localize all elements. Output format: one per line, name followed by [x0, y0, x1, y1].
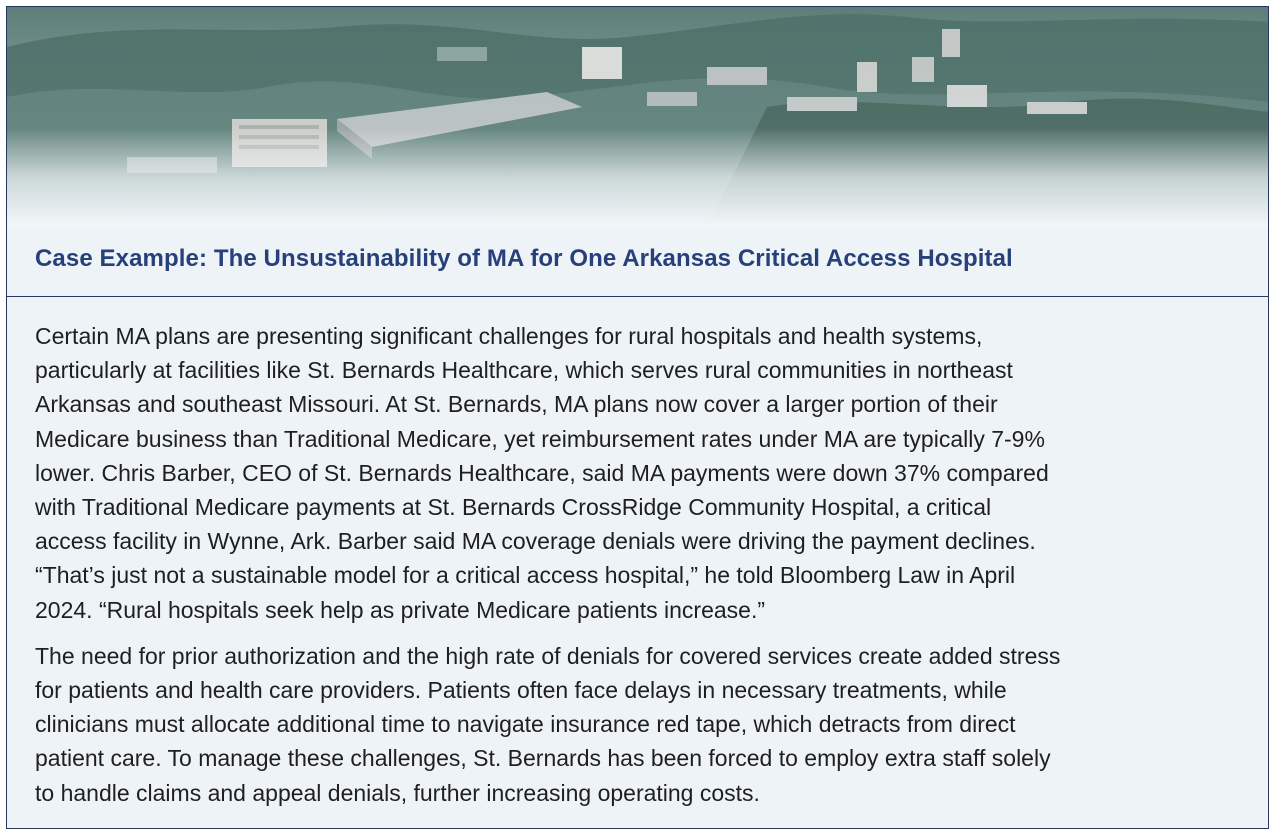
town-aerial-photo [7, 7, 1268, 227]
body-paragraph: The need for prior authorization and the high rate of denials for covered services create added stress for patients and health care providers. Patients often face delays in necessary treatments, while clinicians must allocate additional time to navigate insurance red tape, which detracts from direct patient care. To manage these challenges, St. Bernards has been forced to employ extra staff solely to handle claims and appeal denials, further increasing operating costs. [35, 642, 1061, 806]
case-example-card [6, 6, 1269, 829]
body-paragraph: Certain MA plans are presenting significant challenges for rural hospitals and health systems, particularly at facilities like St. Bernards Healthcare, which serves rural communities in northeast Arkansas and southeast Missouri. At St. Bernards, MA plans now cover a larger portion of their Medicare business than Traditional Medicare, yet reimbursement rates under MA are typically 7-9% lower. Chris Barber, CEO of St. Bernards Healthcare, said MA payments were down 37% compared with Traditional Medicare payments at St. Bernards CrossRidge Community Hospital, a critical access facility in Wynne, Ark. Barber said MA coverage denials were driving the payment declines. “That’s just not a sustainable model for a critical access hospital,” he told Bloomberg Law in April 2024. “Rural hospitals seek help as private Medicare patients increase.” [35, 323, 1049, 623]
case-example-body [35, 319, 1250, 822]
case-example-title: Case Example: The Unsustainability of MA for One Arkansas Critical Access Hospital [35, 245, 1013, 272]
case-example-header [7, 7, 1268, 297]
